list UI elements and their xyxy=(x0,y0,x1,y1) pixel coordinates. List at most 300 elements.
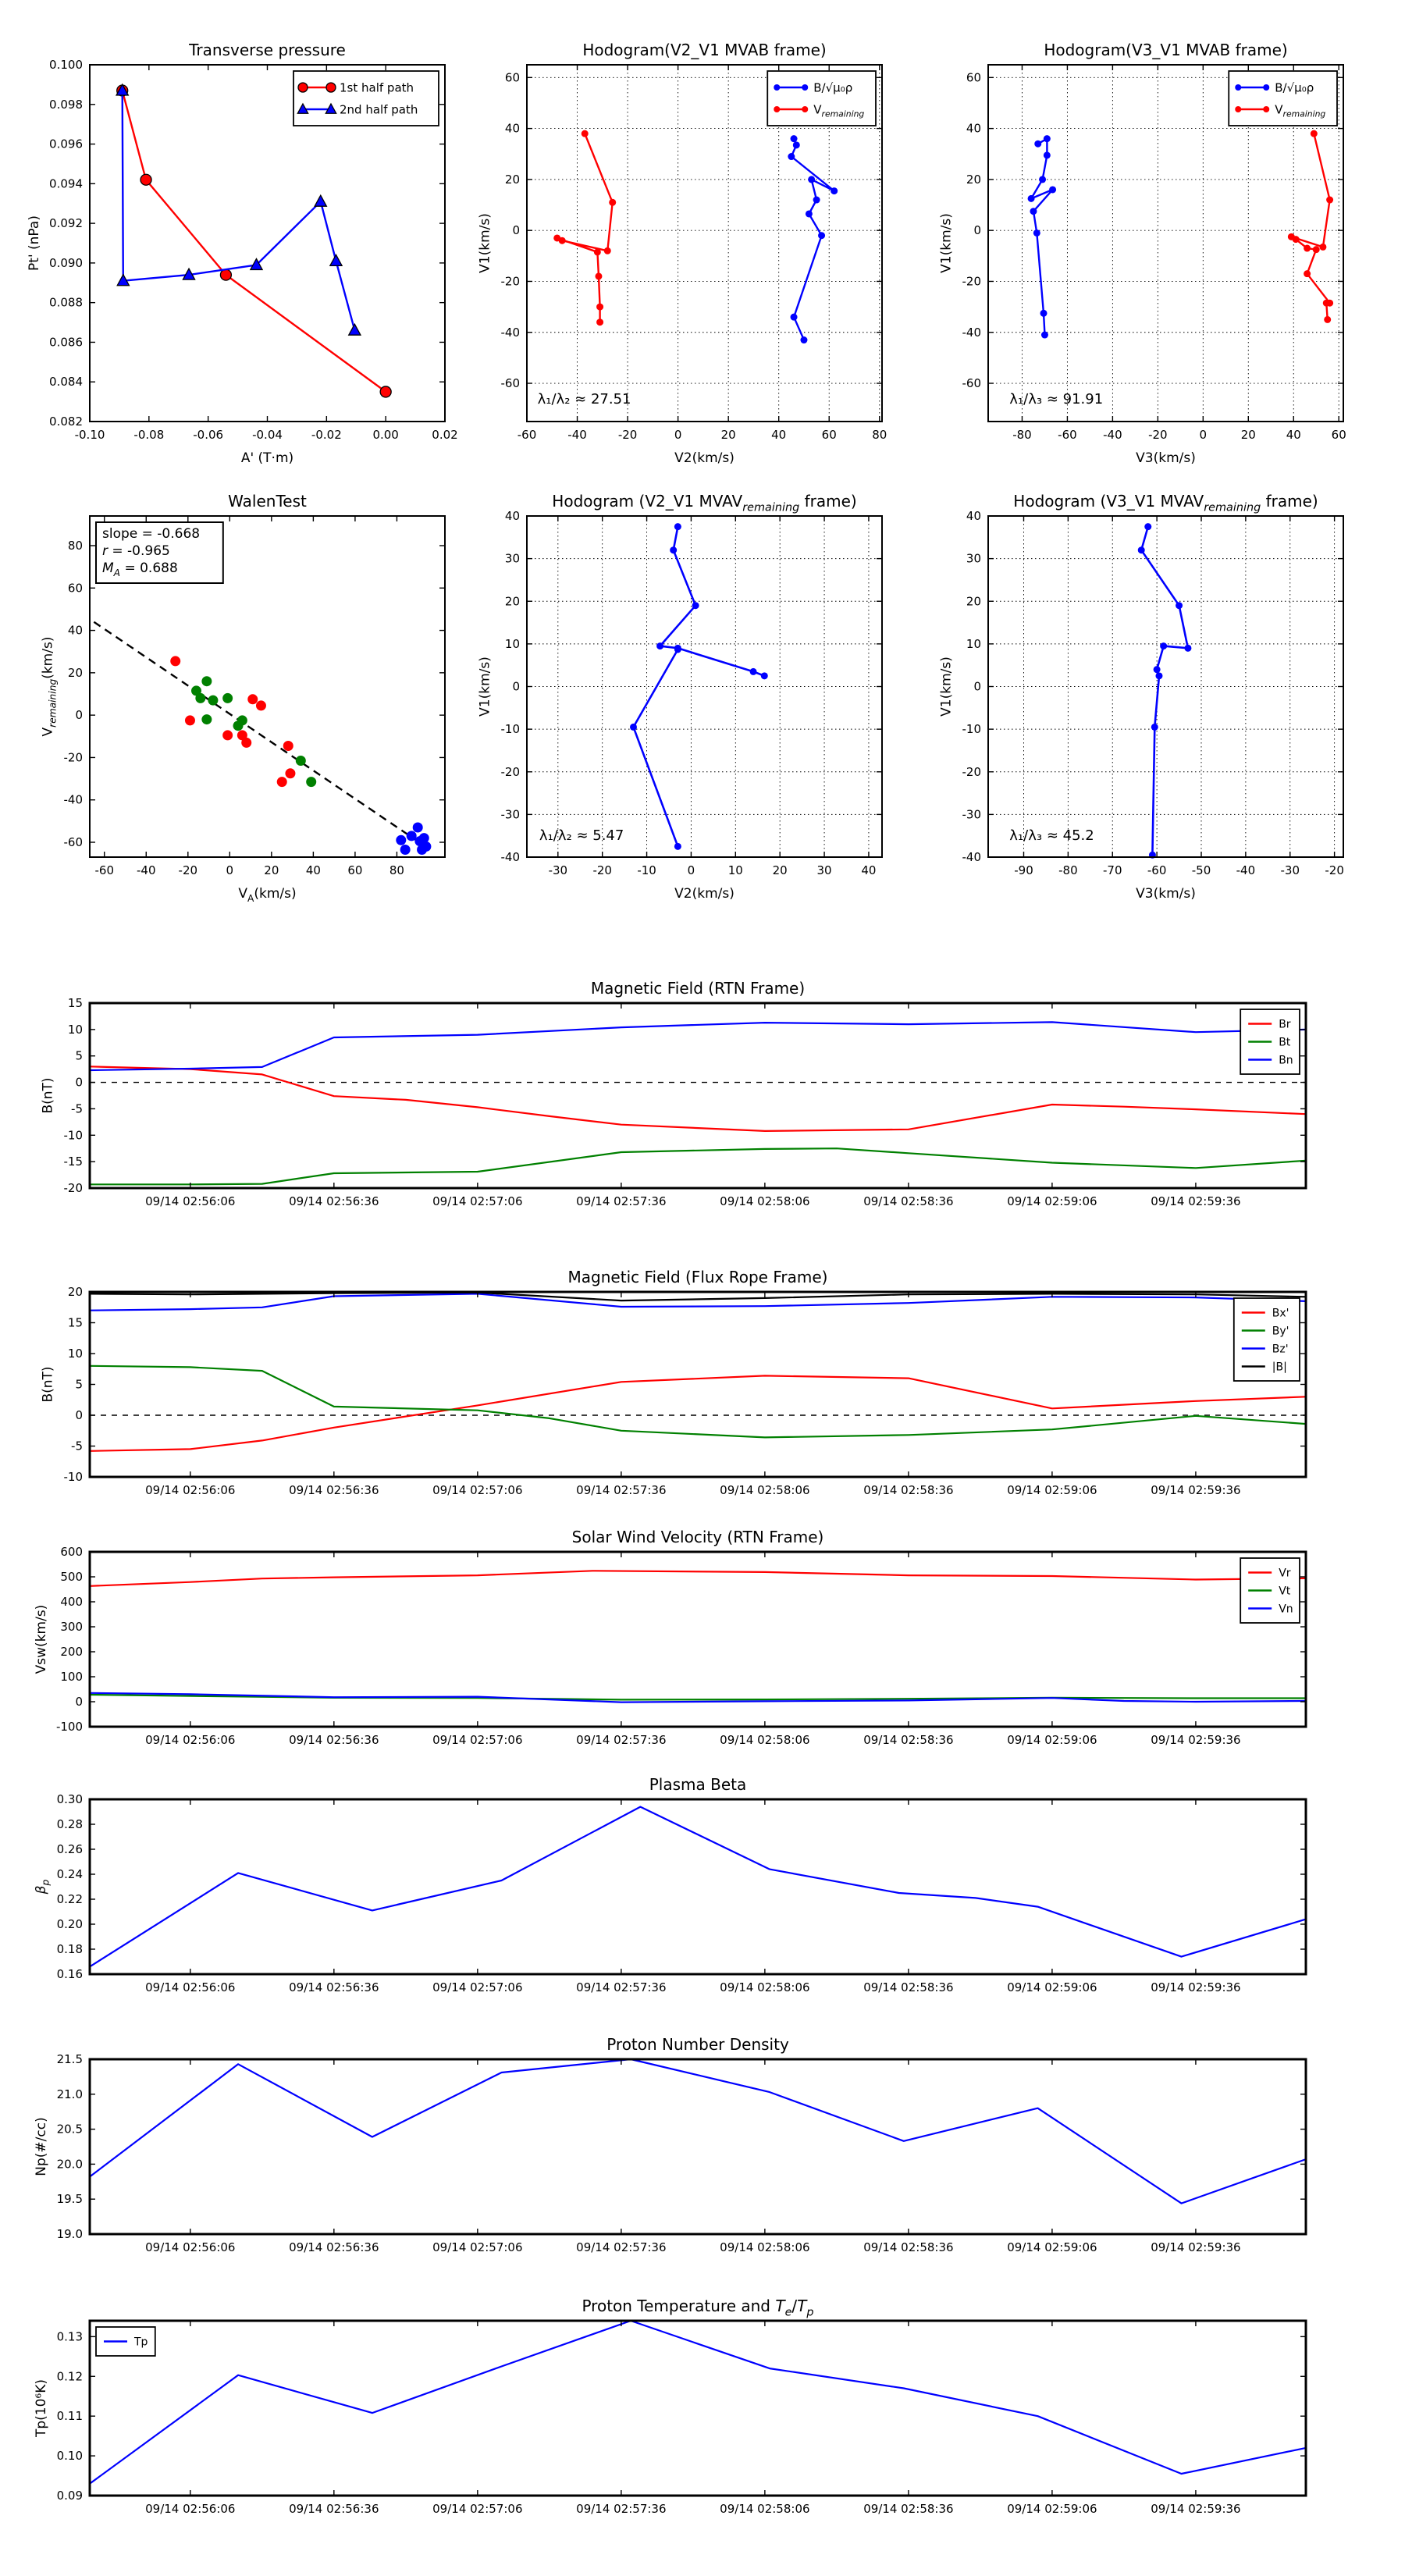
axes-frame xyxy=(90,1292,1306,1477)
chart-title: Hodogram (V2_V1 $MVAV_{remaining}$ frame) xyxy=(552,492,857,514)
x-tick-label: 09/14 02:56:36 xyxy=(289,1733,379,1747)
dot-marker xyxy=(1235,84,1241,91)
x-tick-label: -20 xyxy=(178,863,198,877)
axes-frame xyxy=(90,2321,1306,2496)
x-tick-label: 09/14 02:58:36 xyxy=(863,1483,954,1497)
x-tick-label: 09/14 02:59:36 xyxy=(1151,2240,1241,2254)
y-tick-label: 21.5 xyxy=(56,2052,83,2066)
chart-title: Transverse pressure xyxy=(189,41,346,59)
series-walen-blue xyxy=(396,823,431,856)
y-tick-label: 0.090 xyxy=(49,255,83,270)
y-tick-label: 0.088 xyxy=(49,295,83,310)
y-tick-label: 0.30 xyxy=(56,1792,83,1806)
x-tick-label: 09/14 02:57:36 xyxy=(576,1733,667,1747)
triangle-marker xyxy=(330,254,342,265)
stats-line: slope = -0.668 xyxy=(102,526,201,542)
x-axis-label: A' (T·m) xyxy=(240,450,294,466)
x-tick-label: 20 xyxy=(1240,428,1256,442)
x-tick-label: 09/14 02:57:36 xyxy=(576,1194,667,1208)
dot-marker xyxy=(195,693,205,703)
annotation: λ₁/λ₃ ≈ 45.2 xyxy=(1009,827,1094,845)
x-axis-label: V3(km/s) xyxy=(1136,450,1196,466)
series-B-over-sqrt-mu0rho xyxy=(1028,135,1057,338)
y-tick-label: 20 xyxy=(966,594,981,609)
x-tick-label: 20 xyxy=(720,428,736,442)
x-tick-label: 09/14 02:59:36 xyxy=(1151,1194,1241,1208)
dot-marker xyxy=(1324,316,1331,323)
y-tick-label: 40 xyxy=(67,623,83,638)
y-tick-label: 0 xyxy=(512,679,520,694)
stats-line: r = -0.965 xyxy=(102,543,170,559)
y-tick-label: 19.0 xyxy=(56,2227,83,2241)
x-tick-label: -80 xyxy=(1058,863,1078,877)
y-tick-label: 20 xyxy=(966,172,981,187)
dot-marker xyxy=(806,210,813,217)
dot-marker xyxy=(802,84,808,91)
x-tick-label: 09/14 02:58:36 xyxy=(863,2240,954,2254)
panel-hodogram-v2v1-mvab xyxy=(477,41,887,466)
legend-entry-label: Vt xyxy=(1279,1585,1291,1598)
y-tick-label: -20 xyxy=(500,274,520,289)
y-tick-label: 20 xyxy=(504,594,520,609)
x-tick-label: -80 xyxy=(1012,428,1032,442)
x-tick-label: 09/14 02:59:36 xyxy=(1151,1980,1241,1994)
dot-marker xyxy=(1304,245,1311,252)
x-tick-label: -70 xyxy=(1103,863,1122,877)
transverse-pressure-svg xyxy=(27,41,458,466)
chart-title: Proton Temperature and $T_e/T_p$ xyxy=(582,2297,814,2319)
dot-marker xyxy=(1160,642,1167,649)
x-tick-label: 09/14 02:57:06 xyxy=(432,1483,523,1497)
series-Tp xyxy=(90,2321,1306,2484)
dot-marker xyxy=(170,656,180,666)
x-tick-label: -30 xyxy=(548,863,568,877)
grid xyxy=(988,516,1343,857)
panel-proton-temperature xyxy=(33,2297,1306,2516)
dot-marker xyxy=(396,835,406,845)
legend-entry-label: $V_{remaining}$ xyxy=(813,102,865,119)
dot-marker xyxy=(241,738,251,748)
y-tick-label: 0.086 xyxy=(49,335,83,350)
dot-marker xyxy=(1151,724,1158,731)
axes-frame xyxy=(527,516,882,857)
legend-entry-label: B/√μ₀ρ xyxy=(1275,80,1314,95)
y-tick-label: -10 xyxy=(500,722,520,737)
chart-title: Solar Wind Velocity (RTN Frame) xyxy=(571,1528,824,1546)
hodogram-v2v1-mvav-svg xyxy=(477,492,882,902)
y-tick-label: -20 xyxy=(962,764,981,779)
x-axis-label: V2(km/s) xyxy=(674,886,735,902)
x-tick-label: -40 xyxy=(1236,863,1256,877)
y-tick-label: -20 xyxy=(63,1181,83,1195)
dot-marker xyxy=(582,130,589,137)
y-tick-label: 0 xyxy=(973,223,981,238)
dot-marker xyxy=(813,197,820,204)
dot-marker xyxy=(417,845,427,855)
dot-marker xyxy=(800,336,807,343)
chart-title: Proton Number Density xyxy=(606,2035,789,2054)
legend xyxy=(1234,1298,1300,1381)
triangle-marker xyxy=(315,195,326,206)
panel-transverse-pressure xyxy=(27,41,458,466)
dot-marker xyxy=(419,833,429,843)
series-Vr xyxy=(90,1571,1306,1586)
axis-ticks xyxy=(90,2321,1306,2496)
dot-marker xyxy=(256,700,266,710)
dot-marker xyxy=(1263,106,1269,112)
x-tick-label: 09/14 02:58:36 xyxy=(863,1194,954,1208)
dot-marker xyxy=(609,199,616,206)
series-B-over-sqrt-mu0rho xyxy=(788,135,838,343)
dot-marker xyxy=(1184,645,1191,652)
axes-frame xyxy=(90,1003,1306,1188)
y-tick-label: 21.0 xyxy=(56,2087,83,2101)
dot-marker xyxy=(400,845,411,855)
legend-entry-label: B/√μ₀ρ xyxy=(813,80,853,95)
y-tick-label: 5 xyxy=(75,1377,83,1392)
dot-marker xyxy=(1030,208,1037,215)
y-tick-label: 100 xyxy=(60,1670,83,1684)
x-tick-label: 20 xyxy=(264,863,279,877)
x-tick-label: -90 xyxy=(1014,863,1033,877)
x-axis-label: V3(km/s) xyxy=(1136,886,1196,902)
y-tick-label: 0.20 xyxy=(56,1917,83,1931)
y-tick-label: -20 xyxy=(962,274,981,289)
y-tick-label: 20 xyxy=(67,665,83,680)
x-tick-label: 40 xyxy=(1286,428,1301,442)
y-tick-label: 0.24 xyxy=(56,1867,83,1881)
y-axis-label: Np(#/cc) xyxy=(33,2117,49,2176)
x-tick-label: -0.02 xyxy=(311,428,342,442)
dot-marker xyxy=(380,386,391,397)
panel-hodogram-v2v1-mvav xyxy=(477,492,882,902)
legend-entry-label: $V_{remaining}$ xyxy=(1275,102,1326,119)
x-tick-label: 09/14 02:58:06 xyxy=(720,2502,810,2516)
y-tick-label: 10 xyxy=(966,636,981,651)
y-tick-label: 0.10 xyxy=(56,2449,83,2464)
legend-entry-label: |B| xyxy=(1272,1361,1287,1374)
y-tick-label: 0.092 xyxy=(49,216,83,231)
panel-mag-flux-rope xyxy=(40,1268,1306,1497)
dot-marker xyxy=(831,187,838,194)
legend-entry-label: Tp xyxy=(134,2336,148,2349)
y-tick-label: 600 xyxy=(60,1545,83,1559)
y-tick-label: 0 xyxy=(75,1695,83,1709)
y-tick-label: -60 xyxy=(962,376,981,391)
dot-marker xyxy=(296,756,306,766)
y-tick-label: 500 xyxy=(60,1570,83,1584)
axes-frame xyxy=(90,2059,1306,2234)
y-tick-label: -100 xyxy=(55,1720,83,1734)
series-Bx' xyxy=(90,1375,1306,1450)
y-tick-label: 30 xyxy=(504,551,520,566)
y-tick-label: 0 xyxy=(75,708,83,723)
y-tick-label: 15 xyxy=(67,996,83,1010)
series-beta xyxy=(90,1807,1306,1967)
y-tick-label: -40 xyxy=(962,850,981,864)
x-tick-label: -60 xyxy=(517,428,537,442)
dot-marker xyxy=(1028,195,1035,202)
x-tick-label: 09/14 02:56:36 xyxy=(289,2240,379,2254)
x-tick-label: 09/14 02:57:06 xyxy=(432,2502,523,2516)
hodogram-v2v1-mvab-svg xyxy=(477,41,887,466)
x-tick-label: 09/14 02:58:06 xyxy=(720,2240,810,2254)
dot-marker xyxy=(596,318,603,326)
y-tick-label: 0.096 xyxy=(49,137,83,151)
x-tick-label: 09/14 02:57:36 xyxy=(576,2240,667,2254)
dot-marker xyxy=(604,247,611,254)
y-tick-label: 80 xyxy=(67,539,83,553)
y-tick-label: 30 xyxy=(966,551,981,566)
y-tick-label: -60 xyxy=(500,376,520,391)
y-tick-label: 5 xyxy=(75,1048,83,1063)
x-tick-label: 10 xyxy=(727,863,743,877)
x-tick-label: 09/14 02:58:06 xyxy=(720,1980,810,1994)
x-tick-label: 09/14 02:57:36 xyxy=(576,1980,667,1994)
panel-hodogram-v3v1-mvav xyxy=(938,492,1344,902)
x-tick-label: 09/14 02:59:06 xyxy=(1007,2502,1097,2516)
x-tick-label: 09/14 02:56:06 xyxy=(145,1733,236,1747)
x-tick-label: 80 xyxy=(872,428,887,442)
x-tick-label: 09/14 02:58:36 xyxy=(863,1733,954,1747)
x-tick-label: -20 xyxy=(617,428,638,442)
y-tick-label: 20 xyxy=(504,172,520,187)
dot-marker xyxy=(1154,666,1161,673)
x-tick-label: 40 xyxy=(305,863,321,877)
y-tick-label: 0.16 xyxy=(56,1967,83,1981)
dot-marker xyxy=(596,304,603,311)
y-axis-label: B(nT) xyxy=(40,1366,56,1403)
dot-marker xyxy=(306,777,316,787)
y-axis-label: V1(km/s) xyxy=(477,656,493,717)
y-tick-label: 20.0 xyxy=(56,2157,83,2172)
y-tick-label: 0.12 xyxy=(56,2369,83,2384)
legend-entry-label: Vr xyxy=(1279,1567,1291,1580)
dot-marker xyxy=(630,724,637,731)
chart-title: Hodogram(V3_V1 MVAB frame) xyxy=(1044,41,1288,59)
legend-entry-label: Br xyxy=(1279,1018,1291,1031)
y-tick-label: 0.082 xyxy=(49,415,83,429)
y-tick-label: 40 xyxy=(504,121,520,136)
dot-marker xyxy=(788,153,795,160)
stats-box xyxy=(96,522,223,583)
y-axis-label: V1(km/s) xyxy=(938,213,955,273)
legend-entry-label: Bt xyxy=(1279,1036,1291,1049)
chart-title: Hodogram (V3_V1 $MVAV_{remaining}$ frame) xyxy=(1013,492,1318,514)
x-tick-label: -40 xyxy=(567,428,587,442)
chart-title: Hodogram(V2_V1 MVAB frame) xyxy=(582,41,827,59)
x-tick-label: 09/14 02:57:06 xyxy=(432,1980,523,1994)
y-axis-label: $V_{remaining}(km/s)$ xyxy=(40,636,59,737)
x-tick-label: -20 xyxy=(592,863,612,877)
dot-marker xyxy=(220,269,231,280)
panel-mag-rtn xyxy=(40,979,1306,1208)
x-tick-label: 09/14 02:56:36 xyxy=(289,1980,379,1994)
series-Bt xyxy=(90,1148,1306,1184)
panel-hodogram-v3v1-mvab xyxy=(938,41,1346,466)
x-tick-label: 09/14 02:57:36 xyxy=(576,2502,667,2516)
y-tick-label: 10 xyxy=(67,1022,83,1037)
x-tick-label: 09/14 02:56:06 xyxy=(145,1483,236,1497)
dot-marker xyxy=(594,248,601,255)
x-tick-label: 09/14 02:56:36 xyxy=(289,1483,379,1497)
dot-marker xyxy=(656,642,663,649)
y-tick-label: -40 xyxy=(500,850,520,864)
legend xyxy=(1240,1009,1300,1074)
dot-marker xyxy=(670,546,677,553)
y-tick-label: 0 xyxy=(75,1408,83,1422)
x-axis-label: $V_A(km/s)$ xyxy=(238,886,297,904)
walen-test-svg xyxy=(40,492,445,904)
x-tick-label: 09/14 02:57:06 xyxy=(432,2240,523,2254)
y-axis-label: Tp(10⁶K) xyxy=(33,2379,49,2438)
x-tick-label: 0 xyxy=(1199,428,1208,442)
y-tick-label: 60 xyxy=(966,70,981,85)
dot-marker xyxy=(247,694,258,704)
dot-marker xyxy=(808,176,815,183)
dot-marker xyxy=(1155,672,1162,679)
legend-entry-label: 1st half path xyxy=(340,80,414,95)
dot-marker xyxy=(791,314,798,321)
chart-title: Plasma Beta xyxy=(649,1775,747,1794)
x-tick-label: 09/14 02:59:06 xyxy=(1007,1194,1097,1208)
legend-entry-label: Bz' xyxy=(1272,1343,1289,1356)
dot-marker xyxy=(277,777,287,787)
dot-marker xyxy=(201,676,212,686)
x-tick-label: -60 xyxy=(1058,428,1077,442)
y-tick-label: 0.094 xyxy=(49,176,83,191)
axes-frame xyxy=(90,1799,1306,1974)
y-axis-label: Pt' (nPa) xyxy=(27,215,42,271)
series-Bz' xyxy=(90,1293,1306,1310)
x-tick-label: 09/14 02:59:36 xyxy=(1151,1733,1241,1747)
dot-marker xyxy=(1304,270,1311,277)
x-tick-label: -0.08 xyxy=(133,428,165,442)
x-axis-label: V2(km/s) xyxy=(674,450,735,466)
axis-ticks xyxy=(90,1799,1306,1974)
dot-marker xyxy=(1311,130,1318,137)
y-tick-label: -40 xyxy=(63,792,83,807)
dot-marker xyxy=(1313,246,1320,253)
proton-temperature-svg xyxy=(33,2297,1306,2516)
legend-entry-label: 2nd half path xyxy=(340,102,418,117)
y-axis-label: V1(km/s) xyxy=(938,656,955,717)
x-tick-label: 09/14 02:57:06 xyxy=(432,1733,523,1747)
dot-marker xyxy=(674,843,681,850)
x-tick-label: 09/14 02:57:36 xyxy=(576,1483,667,1497)
y-tick-label: 0.18 xyxy=(56,1942,83,1956)
y-tick-label: -20 xyxy=(63,750,83,765)
stats-line: $M_A = 0.688$ xyxy=(102,560,178,578)
x-tick-label: -60 xyxy=(94,863,114,877)
dot-marker xyxy=(1235,106,1241,112)
x-tick-label: 20 xyxy=(772,863,788,877)
dot-marker xyxy=(185,715,195,725)
panel-proton-density xyxy=(33,2035,1306,2254)
x-tick-label: -30 xyxy=(1280,863,1300,877)
y-tick-label: 300 xyxy=(60,1620,83,1634)
dot-marker xyxy=(791,135,798,142)
series-Np xyxy=(90,2059,1306,2204)
x-tick-label: 80 xyxy=(389,863,404,877)
dot-marker xyxy=(750,668,757,675)
dot-marker xyxy=(222,693,233,703)
legend-entry-label: Vn xyxy=(1279,1603,1293,1616)
y-tick-label: -5 xyxy=(71,1101,83,1116)
y-tick-label: 0.22 xyxy=(56,1892,83,1906)
dot-marker xyxy=(1319,244,1326,251)
triangle-marker xyxy=(349,324,361,335)
dot-marker xyxy=(1144,523,1151,530)
panel-solar-wind-velocity xyxy=(33,1528,1306,1747)
legend-entry-label: By' xyxy=(1272,1325,1289,1338)
hodogram-v3v1-mvav-svg xyxy=(938,492,1344,902)
y-tick-label: 40 xyxy=(966,121,981,136)
hodogram-v3v1-mvab-svg xyxy=(938,41,1346,466)
x-tick-label: -0.04 xyxy=(252,428,283,442)
y-axis-label: $\beta_p$ xyxy=(33,1879,52,1895)
y-axis-label: B(nT) xyxy=(40,1077,56,1114)
annotation: λ₁/λ₂ ≈ 27.51 xyxy=(537,391,631,408)
y-tick-label: 0.13 xyxy=(56,2329,83,2344)
dot-marker xyxy=(208,696,218,706)
x-tick-label: 0 xyxy=(687,863,695,877)
y-tick-label: -15 xyxy=(63,1155,83,1169)
mag-rtn-svg xyxy=(40,979,1306,1208)
x-tick-label: 0 xyxy=(226,863,234,877)
y-tick-label: 0.26 xyxy=(56,1842,83,1856)
dot-marker xyxy=(1039,176,1046,183)
y-tick-label: 10 xyxy=(67,1347,83,1361)
y-tick-label: -10 xyxy=(63,1470,83,1484)
y-tick-label: 0 xyxy=(512,223,520,238)
dot-marker xyxy=(285,768,295,778)
y-axis-label: V1(km/s) xyxy=(477,213,493,273)
axis-ticks xyxy=(90,1003,1306,1188)
fit-line xyxy=(94,622,432,852)
y-tick-label: 15 xyxy=(67,1315,83,1330)
y-tick-label: 10 xyxy=(504,636,520,651)
x-tick-label: 0.02 xyxy=(432,428,458,442)
y-tick-label: -30 xyxy=(500,807,520,822)
y-tick-label: 60 xyxy=(67,581,83,596)
x-tick-label: -40 xyxy=(1103,428,1122,442)
dot-marker xyxy=(793,141,800,148)
x-tick-label: -20 xyxy=(1148,428,1168,442)
dot-marker xyxy=(283,741,293,751)
y-axis-label: Vsw(km/s) xyxy=(33,1604,49,1674)
x-tick-label: -0.10 xyxy=(74,428,105,442)
dot-marker xyxy=(1044,135,1051,142)
chart-title: WalenTest xyxy=(228,492,307,511)
x-tick-label: 40 xyxy=(861,863,877,877)
x-tick-label: -50 xyxy=(1191,863,1211,877)
x-tick-label: 09/14 02:56:36 xyxy=(289,1194,379,1208)
legend-entry-label: Bn xyxy=(1279,1054,1293,1067)
x-tick-label: 40 xyxy=(771,428,787,442)
x-tick-label: 0 xyxy=(674,428,682,442)
legend xyxy=(1240,1558,1300,1623)
x-tick-label: 09/14 02:56:06 xyxy=(145,2240,236,2254)
dot-marker xyxy=(222,730,233,740)
series-By' xyxy=(90,1366,1306,1438)
x-tick-label: 30 xyxy=(816,863,832,877)
x-tick-label: 09/14 02:58:36 xyxy=(863,2502,954,2516)
dot-marker xyxy=(1049,186,1056,193)
dot-marker xyxy=(1034,141,1041,148)
chart-title: Magnetic Field (Flux Rope Frame) xyxy=(567,1268,828,1286)
y-tick-label: 40 xyxy=(966,509,981,523)
